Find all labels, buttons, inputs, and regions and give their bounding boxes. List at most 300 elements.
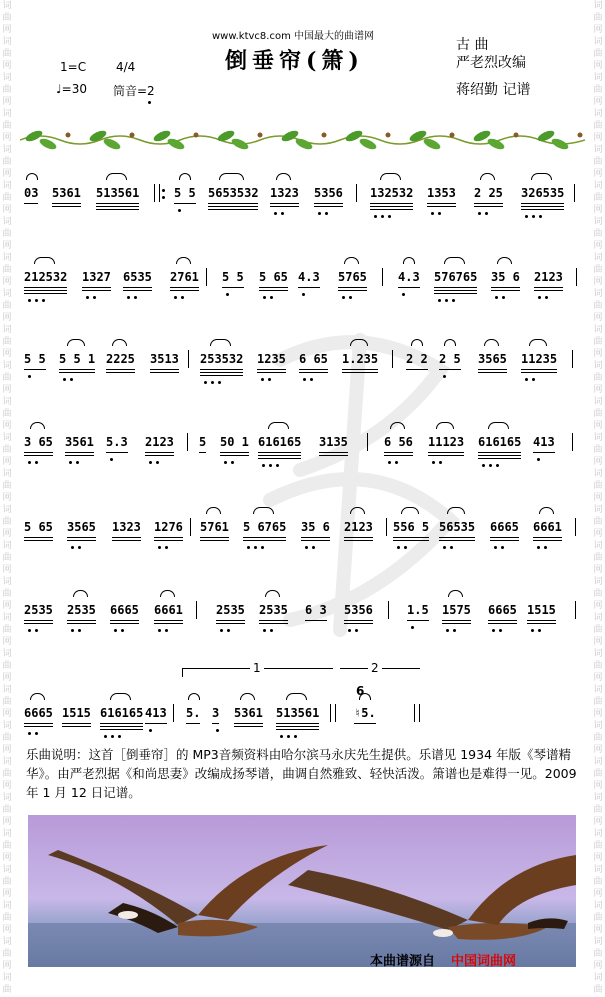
slur-arc [34,257,55,264]
watermark-char: 曲 [593,769,603,779]
note-group: 2123 [145,435,174,449]
beam-line [491,290,520,291]
octave-dot [110,458,113,461]
octave-dot [544,546,547,549]
beam-line [24,537,53,538]
note-group: 5356 [344,603,373,617]
octave-dot [432,461,435,464]
beam-line [257,369,286,370]
watermark-char: 网 [593,97,603,107]
octave-dot [532,378,535,381]
octave-dot [501,546,504,549]
slur-arc [253,507,274,514]
beam-line [270,203,299,204]
note-group: 6665 [490,520,519,534]
beam-line [96,209,139,210]
octave-dot [70,378,73,381]
octave-dot [149,729,152,732]
slur-arc [444,257,465,264]
octave-dot [303,378,306,381]
note-group: 6665 [488,603,517,617]
barline [367,433,368,451]
watermark-char: 词 [2,973,12,983]
beam-line [491,287,520,288]
note-group: 5356 [314,186,343,200]
note-group: 35 6 [301,520,330,534]
octave-dot [478,212,481,215]
watermark-char: 网 [593,601,603,611]
beam-line [186,723,200,724]
source-site: 中国词曲网 [451,954,517,969]
note-group: 11123 [428,435,464,449]
beam-line [154,620,183,621]
slur-arc [448,590,463,597]
octave-dot [431,212,434,215]
beam-line [314,203,343,204]
watermark-char: 词 [2,613,12,623]
leaf-icon [408,129,454,152]
octave-dot [453,629,456,632]
watermark-char: 词 [593,181,603,191]
beam-line [342,369,378,370]
octave-dot [216,729,219,732]
beam-line [257,372,286,373]
beam-line [200,537,229,538]
note-group: 1353 [427,186,456,200]
octave-dot [545,296,548,299]
beam-line [234,726,263,727]
tube-pitch-dot [148,101,151,104]
watermark-char: 词 [593,505,603,515]
slur-arc [529,339,547,346]
watermark-char: 词 [593,37,603,47]
octave-dot [127,296,130,299]
beam-line [243,540,286,541]
slur-arc [444,339,456,346]
watermark-char: 网 [2,205,12,215]
watermark-char: 词 [593,721,603,731]
slur-arc [401,507,419,514]
beam-line [24,455,53,456]
beam-line [407,620,429,621]
watermark-char: 曲 [2,589,12,599]
beam-line [24,623,53,624]
octave-dot [28,732,31,735]
octave-dot [397,546,400,549]
octave-dot [261,546,264,549]
watermark-char: 网 [593,313,603,323]
watermark-char: 网 [2,961,12,971]
beam-line [24,287,67,288]
watermark-char: 词 [593,253,603,263]
watermark-char: 词 [593,757,603,767]
octave-dot [226,293,229,296]
watermark-char: 词 [593,217,603,227]
watermark-char: 曲 [2,193,12,203]
arranger-credit: 严老烈改编 [456,55,526,71]
note-group: 6 65 [299,352,328,366]
octave-dot [71,629,74,632]
beam-line [59,369,95,370]
watermark-char: 词 [593,145,603,155]
beam-line [24,723,53,724]
beam-line [67,620,96,621]
barline [388,601,389,619]
beam-line [299,369,328,370]
beam-line [478,458,521,459]
note-group: 5.3 [106,435,128,449]
beam-line [521,209,564,210]
octave-dot [211,381,214,384]
beam-line [200,540,229,541]
note-group: 4.3 [298,270,320,284]
note-group: 3135 [319,435,348,449]
octave-dot [63,378,66,381]
octave-dot [374,215,377,218]
watermark-char: 网 [2,61,12,71]
watermark-char: 网 [593,421,603,431]
note-group: 5 [199,435,206,449]
beam-line [370,203,413,204]
note-group: 616165 [100,706,143,720]
beam-line [434,293,477,294]
octave-dot [178,209,181,212]
note-group: 253532 [200,352,243,366]
octave-dot [482,464,485,467]
octave-dot [149,461,152,464]
watermark-char: 曲 [2,805,12,815]
note-group: 576765 [434,270,477,284]
watermark-char: 网 [593,25,603,35]
watermark-char: 网 [2,25,12,35]
note-group: 5361 [52,186,81,200]
octave-dot [305,546,308,549]
beam-line [100,723,143,724]
watermark-char: 曲 [2,697,12,707]
octave-dot [281,212,284,215]
watermark-char: 词 [593,901,603,911]
beam-line [24,726,53,727]
watermark-char: 词 [2,865,12,875]
beam-line [154,537,183,538]
beam-line [478,455,521,456]
note-group: 2 25 [474,186,503,200]
beam-line [106,452,128,453]
watermark-char: 词 [2,793,12,803]
beam-line [216,623,245,624]
note-group: 3565 [478,352,507,366]
octave-dot [495,296,498,299]
beam-line [338,287,367,288]
slur-arc [403,257,415,264]
beam-line [100,726,143,727]
end-repeat-barline [330,704,336,722]
slur-arc [188,693,200,700]
vine-divider [20,126,585,154]
note-group: 5 65 [24,520,53,534]
second-ending-number: 2 [368,661,382,675]
note-group: 1323 [112,520,141,534]
watermark-char: 网 [593,241,603,251]
beam-line [145,455,174,456]
slur-arc [30,693,45,700]
note-group: 2535 [67,603,96,617]
beam-line [82,287,111,288]
score-row [24,520,584,566]
genre-label: 古 曲 [456,37,489,53]
watermark-char: 词 [2,937,12,947]
beam-line [110,620,139,621]
beam-line [370,206,413,207]
slur-arc [206,507,221,514]
note-group: 6661 [154,603,183,617]
beam-line [150,372,179,373]
watermark-char: 曲 [593,805,603,815]
watermark-char: 曲 [593,409,603,419]
beam-line [100,729,143,730]
note-group: 6665 [110,603,139,617]
watermark-char: 曲 [593,445,603,455]
beam-line [338,290,367,291]
watermark-char: 词 [593,433,603,443]
beam-line [106,369,135,370]
beam-line [301,537,330,538]
beam-line [208,209,258,210]
octave-dot [104,735,107,738]
note-group: 2123 [344,520,373,534]
beam-line [442,620,471,621]
note-group: 1276 [154,520,183,534]
watermark-char: 网 [593,817,603,827]
slur-arc [344,257,359,264]
octave-dot [381,215,384,218]
leaf-icon [536,129,582,152]
beam-line [270,206,299,207]
note-group: 56535 [439,520,475,534]
watermark-char: 网 [2,853,12,863]
beam-line [439,537,475,538]
watermark-char: 曲 [593,589,603,599]
watermark-char: 词 [2,829,12,839]
octave-dot [318,212,321,215]
slur-arc [436,422,454,429]
beam-line [150,369,179,370]
octave-dot [438,299,441,302]
beam-line [24,620,53,621]
beam-line [276,723,319,724]
slur-arc [179,173,191,180]
octave-dot [263,296,266,299]
beam-line [384,452,413,453]
beam-line [200,372,243,373]
note-group: 1323 [270,186,299,200]
beam-line [82,290,111,291]
octave-dot [537,458,540,461]
beam-line [258,452,301,453]
note-group: ♮5. [354,706,376,720]
watermark-char: 网 [2,565,12,575]
octave-dot [348,629,351,632]
watermark-char: 词 [2,37,12,47]
beam-line [478,452,521,453]
right-watermark-strip [591,0,605,997]
watermark-char: 网 [593,925,603,935]
beam-line [52,203,81,204]
beam-line [301,540,330,541]
octave-dot [411,626,414,629]
beam-line [259,290,288,291]
watermark-char: 词 [2,109,12,119]
octave-dot [220,629,223,632]
note-group: 326535 [521,186,564,200]
note-group: 2535 [24,603,53,617]
note-group: 3 [212,706,219,720]
note-group: 616165 [258,435,301,449]
octave-dot [165,546,168,549]
beam-line [439,540,475,541]
watermark-char: 曲 [2,409,12,419]
piece-description: 乐曲说明：这首［倒垂帘］的 MP3音频资料由哈尔滨马永庆先生提供。乐谱见 1934 年版《琴谱精华》。由严老烈据《和尚思妻》改编成扬琴谱，曲调自然雅致、轻快活泼。箫谱也是难得一见。2009 年 1 月 12 日记谱。 [26,747,577,800]
beam-line [220,452,249,453]
slur-arc [112,339,127,346]
beam-line [96,203,139,204]
beam-line [534,290,563,291]
barline [187,433,188,451]
beam-line [154,540,183,541]
watermark-char: 词 [593,289,603,299]
watermark-char: 曲 [593,481,603,491]
watermark-char: 网 [593,457,603,467]
watermark-char: 曲 [593,733,603,743]
octave-dot [28,375,31,378]
octave-dot [443,546,446,549]
barline [392,350,393,368]
watermark-char: 网 [2,277,12,287]
note-group: 5 5 [222,270,244,284]
octave-dot [118,735,121,738]
note-group: 6 56 [384,435,413,449]
beam-line [154,623,183,624]
note-group: 5 5 [174,186,196,200]
geese-photo [28,815,576,967]
watermark-char: 网 [593,169,603,179]
barline [196,601,197,619]
octave-dot [538,296,541,299]
octave-dot [254,546,257,549]
octave-dot [438,212,441,215]
watermark-char: 网 [593,277,603,287]
octave-dot [525,215,528,218]
watermark-char: 网 [2,709,12,719]
slur-arc [350,339,368,346]
beam-line [208,206,258,207]
octave-dot [342,296,345,299]
watermark-char: 词 [2,217,12,227]
octave-dot [446,629,449,632]
note-group: 6 3 [305,603,327,617]
note-group: 1235 [257,352,286,366]
tube-pitch: 筒音=2 [113,84,155,98]
octave-dot [181,296,184,299]
octave-dot [502,296,505,299]
watermark-char: 曲 [2,733,12,743]
beam-line [65,455,94,456]
octave-dot [218,381,221,384]
octave-dot [121,629,124,632]
watermark-char: 词 [593,613,603,623]
watermark-char: 词 [593,469,603,479]
note-group: 2761 [170,270,199,284]
watermark-char: 词 [593,73,603,83]
watermark-char: 网 [2,241,12,251]
octave-dot [262,464,265,467]
leaf-icon [88,129,134,152]
beam-line [199,452,206,453]
note-group: 6535 [123,270,152,284]
octave-dot [274,212,277,215]
watermark-char: 网 [2,313,12,323]
beam-line [354,723,376,724]
octave-dot [224,461,227,464]
beam-line [24,540,53,541]
beam-line [521,369,557,370]
watermark-char: 网 [593,61,603,71]
watermark-char: 曲 [2,85,12,95]
octave-dot [496,464,499,467]
slur-arc [480,173,495,180]
octave-dot [388,461,391,464]
octave-dot [268,378,271,381]
note-group: 616165 [478,435,521,449]
beam-line [534,287,563,288]
watermark-char: 网 [2,493,12,503]
beam-line [170,287,199,288]
barline [574,184,575,202]
slur-arc [350,507,365,514]
watermark-char: 网 [593,637,603,647]
barline [382,268,383,286]
beam-line [533,537,562,538]
watermark-char: 词 [2,757,12,767]
barline [572,350,573,368]
beam-line [234,723,263,724]
watermark-char: 曲 [593,517,603,527]
time-signature: 4/4 [116,60,136,74]
beam-line [299,372,328,373]
octave-dot [158,546,161,549]
watermark-char: 网 [593,529,603,539]
watermark-char: 词 [593,649,603,659]
key-signature: 1=C [60,60,87,74]
watermark-char: 网 [2,385,12,395]
note-group: 2535 [216,603,245,617]
watermark-char: 网 [2,925,12,935]
watermark-char: 曲 [593,985,603,995]
beam-line [478,369,507,370]
beam-line [24,290,67,291]
watermark-char: 曲 [593,193,603,203]
watermark-char: 网 [593,961,603,971]
octave-dot [270,629,273,632]
beam-line [243,537,286,538]
watermark-char: 网 [593,745,603,755]
slur-arc [411,339,423,346]
beam-line [145,723,167,724]
beam-line [67,540,96,541]
watermark-char: 曲 [593,157,603,167]
watermark-char: 曲 [593,265,603,275]
beam-line [490,540,519,541]
